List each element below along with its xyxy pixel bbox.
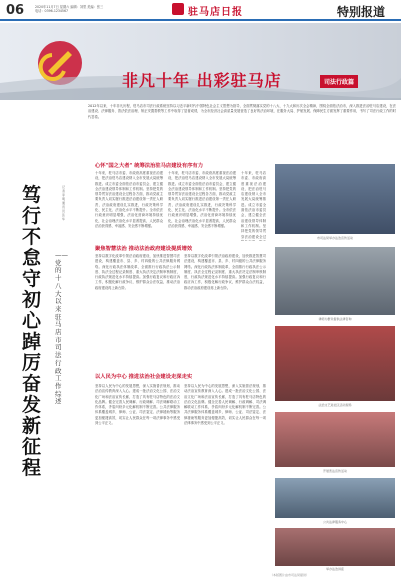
page-number: 06 — [6, 3, 25, 18]
photo-2-caption: 律师为群众提供法律咨询 — [318, 317, 352, 321]
photo-3-caption: 法治文艺进社区活动现场 — [318, 403, 352, 407]
banner-tag: 司法行政篇 — [320, 75, 358, 88]
section-3-col-2: 坚持以人民为中心的发展思想，深入实施普法规划，推动法治宣传教育深入人心。建成一批法治文化公园、法治文化广场和法治宣传长廊，打造了具有驻马店特色的法治文化品牌。健全完善人民调解、行政调解、司法调解联动工作体系，矛盾纠纷多元化解机制不断完善。公共法律服务体系覆盖城乡，律师、公证、司法鉴定、法律援助等服务更加便捷高效，切实让人民群众在每一项法律事务中感受到公平正义。 — [184, 384, 266, 426]
photo-credit: （本版图片由市司法局提供） — [270, 573, 310, 577]
photo-2 — [275, 247, 395, 315]
photo-4 — [275, 412, 395, 467]
vertical-subheadline: ——党的十八大以来驻马店市司法行政工作综述 — [55, 251, 68, 406]
newspaper-logo-text: 驻马店日报 — [188, 7, 243, 18]
section-1-col-1: 十年来，驻马店市委、市政府高度重视法治建设，把法治驻马店建设纳入全市发展大局统筹推进。成立市委全面依法治市委员会，建立健全法治建设领导体制和工作机制。坚持把党的领导贯穿法治建设全过程各方面，推动党政主要负责人切实履行推进法治建设第一责任人职责，法治政府建设扎实推进，行政决策科学化、民主化、法治化水平不断提升。全市依法行政意识明显增强，法治化营商环境持续优化，社会治理法治化水平显著提高，人民群众法治获得感、幸福感、安全感不断增强。 — [95, 171, 163, 228]
photo-1 — [275, 164, 395, 234]
banner-title: 非凡十年 出彩驻马店 — [122, 71, 282, 90]
newspaper-logo-icon — [172, 3, 184, 15]
section-1-col-3: 十年来，驻马店市委、市政府高度重视法治建设，把法治驻马店建设纳入全市发展大局统筹推进。成立市委全面依法治市委员会，建立健全法治建设领导体制和工作机制。坚持把党的领导贯穿法治建设全过 — [241, 171, 266, 239]
photo-1-caption: 市司法局举办法治宣传活动 — [316, 236, 353, 240]
party-emblem-icon — [38, 41, 82, 85]
intro-paragraph: 2012年以来，十年非凡历程，驻马店市司法行政系统坚持以习近平新时代中国特色社会主义思想为指导，全面贯彻落实党的十八大、十九大和历次全会精神，围绕全面依法治市，深入推进法治驻马店建设，在法治建设、法律服务、普法依法治理、矫正安置帮教等工作中取得了显著成绩，为全市经济社会高质量发展营造了良好的法治环境，在服务大局、护航发展、保障民生方面发挥了重要作用，书写了司法行政工作的时代答卷。 — [88, 104, 396, 119]
byline: 记者 李明 通讯员 张华 — [62, 185, 66, 221]
section-heading-2: 聚焦智慧法治 推动法治政府建设提质增效 — [95, 246, 193, 252]
photo-5 — [275, 478, 395, 518]
header-rule — [0, 19, 401, 21]
issue-meta: 2020年11月7日 星期六 编辑：刘思 美编：张三 电话：0396-1234567 — [35, 5, 104, 13]
photo-3 — [275, 326, 395, 401]
section-3-col-1: 坚持以人民为中心的发展思想，深入实施普法规划，推动法治宣传教育深入人心。建成一批法治文化公园、法治文化广场和法治宣传长廊，打造了具有驻马店特色的法治文化品牌。健全完善人民调解、行政调解、司法调解联动工作体系，矛盾纠纷多元化解机制不断完善。公共法律服务体系覆盖城乡，律师、公证、司法鉴定、法律援助等服务更加便捷高效，切实让人民群众在每一项法律事务中感受到公平正义。 — [95, 384, 180, 426]
section-1-col-2: 十年来，驻马店市委、市政府高度重视法治建设，把法治驻马店建设纳入全市发展大局统筹推进。成立市委全面依法治市委员会，建立健全法治建设领导体制和工作机制。坚持把党的领导贯穿法治建设全过程各方面，推动党政主要负责人切实履行推进法治建设第一责任人职责，法治政府建设扎实推进，行政决策科学化、民主化、法治化水平不断提升。全市依法行政意识明显增强，法治化营商环境持续优化，社会治理法治化水平显著提高，人民群众法治获得感、幸福感、安全感不断增强。 — [168, 171, 236, 228]
photo-4-caption: 开展普法宣传活动 — [322, 469, 347, 473]
photo-6-caption: 举办法治讲座 — [325, 567, 344, 571]
vertical-headline: 笃行不怠守初心 踔厉奋发新征程 — [22, 184, 42, 479]
photo-5-caption: 公共法律服务中心 — [322, 520, 347, 524]
section-2-col-2: 坚持以数字化改革引领法治政府建设，加快推进智慧司法建设，构建覆盖市、县、乡、村四级的公共法律服务网络。深化行政执法体制改革，全面推行行政执法公示制度、执法全过程记录制度、重大执法决定法制审核制度，行政执法规范化水平持续提高。加强行政复议和行政应诉工作，积极化解行政争议，维护群众合法权益，推动法治政府建设再上新台阶。 — [184, 254, 266, 290]
photo-6 — [275, 528, 395, 566]
section-heading-1: 心怀"国之大者" 统筹法治驻马店建设有序有力 — [95, 163, 204, 169]
section-title: 特别报道 — [337, 5, 386, 19]
section-heading-3: 以人民为中心 推进法治社会建设走深走实 — [95, 374, 193, 380]
section-2-col-1: 坚持以数字化改革引领法治政府建设，加快推进智慧司法建设，构建覆盖市、县、乡、村四级的公共法律服务网络。深化行政执法体制改革，全面推行行政执法公示制度、执法全过程记录制度、重大执法决定法制审核制度，行政执法规范化水平持续提高。加强行政复议和行政应诉工作，积极化解行政争议，维护群众合法权益，推动法治政府建设再上新台阶。 — [95, 254, 180, 290]
